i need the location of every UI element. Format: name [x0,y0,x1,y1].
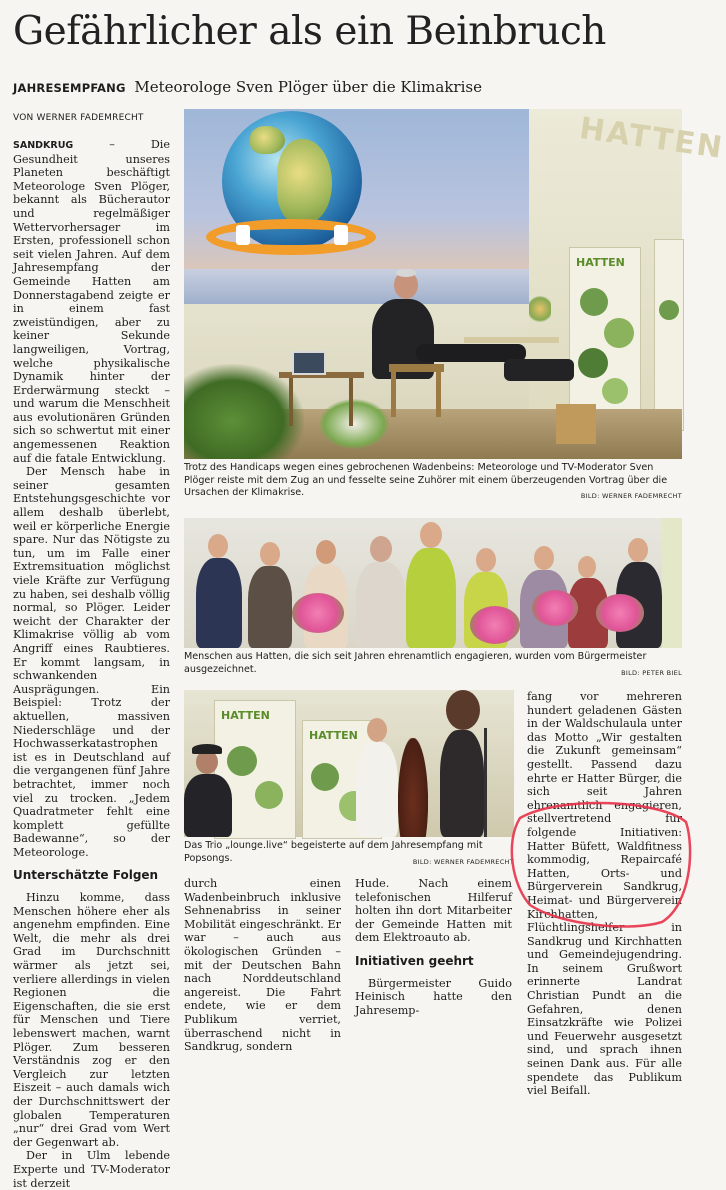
article-column-4 [527,690,682,1098]
person [406,548,456,648]
photo-lecture-caption: Trotz des Handicaps wegen eines gebrochenen Wadenbeins: Meteorologe und TV-Moderator Sven Plöger reiste mit dem Zug an und fesselte seine Zuhörer mit einem überzeugenden Vortrag über die Ursachen der Klimakrise. BILD: WERNER FADEMRECHT [184,462,682,503]
paragraph: SANDKRUG – Die Gesundheit unseres Planeten beschäftigt Meteorologe Sven Plöger, bekannt als Bücherautor und regelmäßiger Wettervorhersager im Ersten, professionell schon seit vielen Jahren. Auf dem Jahresempfang der Gemeinde Hatten am Donnerstagabend zeigte er in einem fast zweistündigen, aber zu keiner Sekunde langweiligen, Vortrag, welche physikalische Dynamik hinter der Erderwärmung steckt – und warum die Menschheit aus evolutionären Gründen sich so schwertut mit einer angemessenen Reaktion auf die fatale Entwicklung. [13,138,170,465]
photo-group-caption: Menschen aus Hatten, die sich seit Jahren ehrenamtlich engagieren, wurden vom Bürgermeister ausgezeichnet. BILD: PETER BIEL [184,651,682,679]
headline: Gefährlicher als ein Beinbruch [13,9,606,54]
singer [440,730,484,837]
lifebuoy [206,219,376,255]
photo-group [184,518,682,648]
section-heading: Unterschätzte Folgen [13,868,159,883]
microphone-stand [484,728,487,837]
section-heading: Initiativen geehrt [355,953,474,968]
paragraph: fang vor mehreren hundert geladenen Gästen in der Waldschulaula unter das Motto „Wir gestalten die Zukunft gemeinsam“ gestellt. Passend dazu ehrte er Hatter Bürger, die sich seit Jahren ehrenamtlich engagieren, stellvertretend für folgende Initiativen: Hatter Büfett, Waldfitness kommodig, Repaircafé Hatten, Orts- und Bürgerverein Sandkrug, Heimat- und Bürgerverein Kirchhatten, Flüchtlingshelfer in Sandkrug und Kirchhatten und Gemeindejugendring. In seinem Grußwort erinnerte Landrat Christian Pundt an die Gefahren, denen Einsatzkräfte wie Polizei und Feuerwehr ausgesetzt sind, und sprach ihnen seinen Dank aus. Für alle spendete das Publikum viel Beifall. [527,690,682,1098]
rollup-banner: HATTEN [302,720,382,839]
person [248,566,292,648]
photo-band-caption: Das Trio „lounge.live“ begeisterte auf dem Jahresempfang mit Popsongs. BILD: WERNER FADEMRECHT [184,840,514,868]
byline: VON WERNER FADEMRECHT [13,113,144,123]
paragraph: Hinzu komme, dass Menschen höhere eher als angenehm empfinden. Eine Welt, die mehr als drei Grad im Durchschnitt wärmer als jetzt sei, verliere allerdings in vielen Regionen die Eigenschaften, die sie erst für Menschen und Tiere lebenswert machen, warnt Plöger. Zum besseren Verständnis zog er den Vergleich zur letzten Eiszeit – auch damals wich der Durchschnittswert der globalen Temperaturen „nur“ drei Grad vom Wert der Gegenwart ab. [13,891,170,1149]
article-column-3 [355,877,512,1017]
paragraph: Der in Ulm lebende Experte und TV-Moderator ist derzeit [13,1149,170,1190]
kicker: JAHRESEMPFANG [13,81,126,95]
desk [464,337,559,343]
bouquet [596,594,644,632]
dateline: SANDKRUG [13,140,74,151]
person [196,558,242,648]
person [356,562,406,648]
monitor [292,351,326,375]
rollup-banner: HATTEN [569,247,641,424]
article-column-1 [13,138,170,1190]
article-column-2 [184,877,341,1054]
guitarist [184,774,232,837]
double-bass [398,738,428,837]
photo-lecture [184,109,726,459]
rollup-banner: HATTEN [214,700,296,839]
stool [556,404,596,444]
wall-lettering: HATTEN [577,111,726,166]
projection-screen [184,109,529,304]
paragraph: durch einen Wadenbeinbruch inklusive Sehnenabriss in seiner Mobilität eingeschränkt. Er war – auch aus ökologischen Gründen – mit der Deutschen Bahn nach Norddeutschland angereist. Die Fahrt endete, wie er dem Publikum verriet, überraschend nicht in Sandkrug, sondern [184,877,341,1054]
bouquet [470,606,520,644]
subheadline [13,77,675,98]
bassist [356,742,398,837]
photo-credit: BILD: WERNER FADEMRECHT [580,492,682,501]
hatten-banner [662,518,682,648]
photo-band [184,690,514,837]
bouquet [292,593,344,633]
paragraph: Hude. Nach einem telefonischen Hilferuf holten ihn dort Mitarbeiter der Gemeinde Hatten mit dem Elektroauto ab. [355,877,512,945]
paragraph: Bürgermeister Guido Heinisch hatte den Jahresemp- [355,976,512,1017]
dek: Meteorologe Sven Plöger über die Klimakrise [134,78,482,96]
chair [389,364,444,372]
bouquet [532,590,578,626]
paragraph: Der Mensch habe in seiner gesamten Entstehungsgeschichte vor allem deshalb überlebt, weil er körperliche Energie spare. Nur das Nötigste zu tun, um im Falle einer Extremsituation möglichst viele Kräfte zur Verfügung zu haben, sei deshalb völlig normal, so Plöger. Leider weicht der Charakter der Klimakrise völlig ab vom Angriff eines Raubtieres. Er kommt langsam, in schwankenden Ausprägungen. Ein Beispiel: Trotz der aktuellen, massiven Niederschläge und der Hochwasserkatastrophen ist es in Deutschland auf die vergangenen fünf Jahre betrachtet, immer noch viel zu trocken. „Jedem Quadratmeter fehlt eine komplett gefüllte Badewanne“, so der Meteorologe. [13,465,170,859]
photo-credit: BILD: PETER BIEL [621,668,682,677]
plants [184,364,304,459]
photo-credit: BILD: WERNER FADEMRECHT [412,857,514,866]
flower-vase [529,294,551,324]
